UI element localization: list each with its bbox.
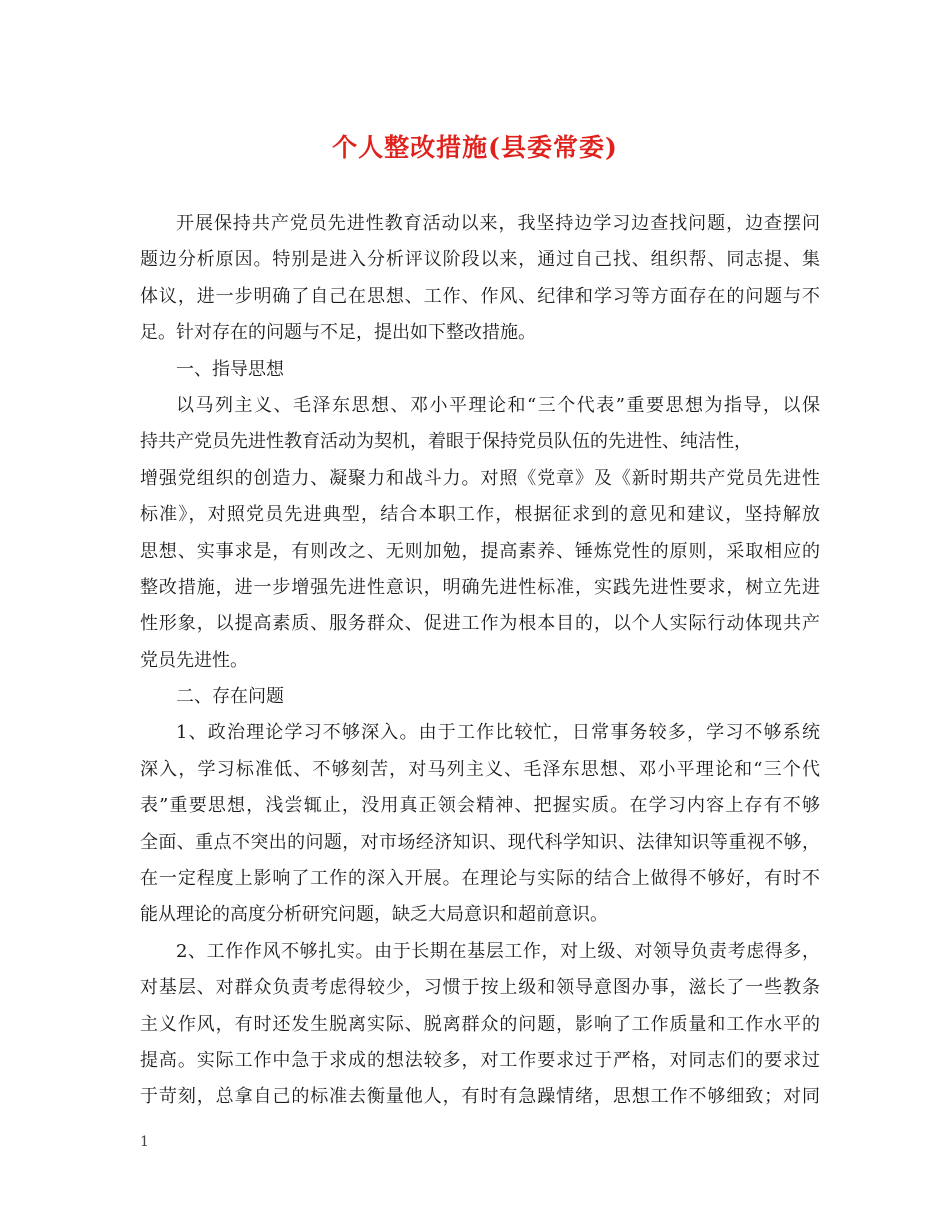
section-heading: 一、指导思想 — [176, 358, 284, 380]
body-line: 以马列主义、毛泽东思想、邓小平理论和“三个代表”重要思想为指导，以保 — [176, 394, 820, 416]
body-line: 1、政治理论学习不够深入。由于工作比较忙，日常事务较多，学习不够系统 — [176, 722, 820, 744]
body-line: 表”重要思想，浅尝辄止，没用真正领会精神、把握实质。在学习内容上存有不够 — [140, 795, 820, 817]
body-line: 思想、实事求是，有则改之、无则加勉，提高素养、锤炼党性的原则，采取相应的 — [140, 540, 820, 562]
body-line: 增强党组织的创造力、凝聚力和战斗力。对照《党章》及《新时期共产党员先进性 — [140, 467, 820, 489]
body-line: 对基层、对群众负责考虑得较少，习惯于按上级和领导意图办事，滋长了一些教条 — [140, 977, 820, 999]
body-line: 整改措施，进一步增强先进性意识，明确先进性标准，实践先进性要求，树立先进 — [140, 576, 820, 598]
document-title: 个人整改措施(县委常委) — [332, 133, 618, 162]
body-line: 全面、重点不突出的问题，对市场经济知识、现代科学知识、法律知识等重视不够， — [140, 831, 820, 853]
body-line: 提高。实际工作中急于求成的想法较多，对工作要求过于严格，对同志们的要求过 — [140, 1049, 820, 1071]
body-line: 在一定程度上影响了工作的深入开展。在理论与实际的结合上做得不够好，有时不 — [140, 868, 820, 890]
section-heading: 二、存在问题 — [176, 686, 284, 708]
body-line: 题边分析原因。特别是进入分析评议阶段以来，通过自己找、组织帮、同志提、集 — [140, 249, 820, 271]
body-line: 开展保持共产党员先进性教育活动以来，我坚持边学习边查找问题，边查摆问 — [176, 213, 820, 234]
body-line: 足。针对存在的问题与不足，提出如下整改措施。 — [140, 322, 536, 344]
body-line: 持共产党员先进性教育活动为契机，着眼于保持党员队伍的先进性、纯洁性， — [140, 431, 752, 453]
body-line: 性形象，以提高素质、服务群众、促进工作为根本目的，以个人实际行动体现共产 — [140, 613, 820, 635]
document-body — [140, 206, 820, 1116]
body-line: 深入，学习标准低、不够刻苦，对马列主义、毛泽东思想、邓小平理论和“三个代 — [140, 758, 820, 780]
body-line: 能从理论的高度分析研究问题，缺乏大局意识和超前意识。 — [140, 904, 608, 926]
body-line: 党员先进性。 — [140, 649, 248, 671]
body-line: 于苛刻，总拿自己的标准去衡量他人，有时有急躁情绪，思想工作不够细致；对同 — [140, 1086, 820, 1108]
body-line: 标准》，对照党员先进典型，结合本职工作，根据征求到的意见和建议，坚持解放 — [140, 504, 820, 526]
body-line: 2、工作作风不够扎实。由于长期在基层工作，对上级、对领导负责考虑得多， — [176, 940, 820, 962]
body-line: 主义作风，有时还发生脱离实际、脱离群众的问题，影响了工作质量和工作水平的 — [140, 1013, 820, 1035]
page-number: 1 — [140, 1134, 149, 1150]
body-line: 体议，进一步明确了自己在思想、工作、作风、纪律和学习等方面存在的问题与不 — [140, 285, 820, 307]
